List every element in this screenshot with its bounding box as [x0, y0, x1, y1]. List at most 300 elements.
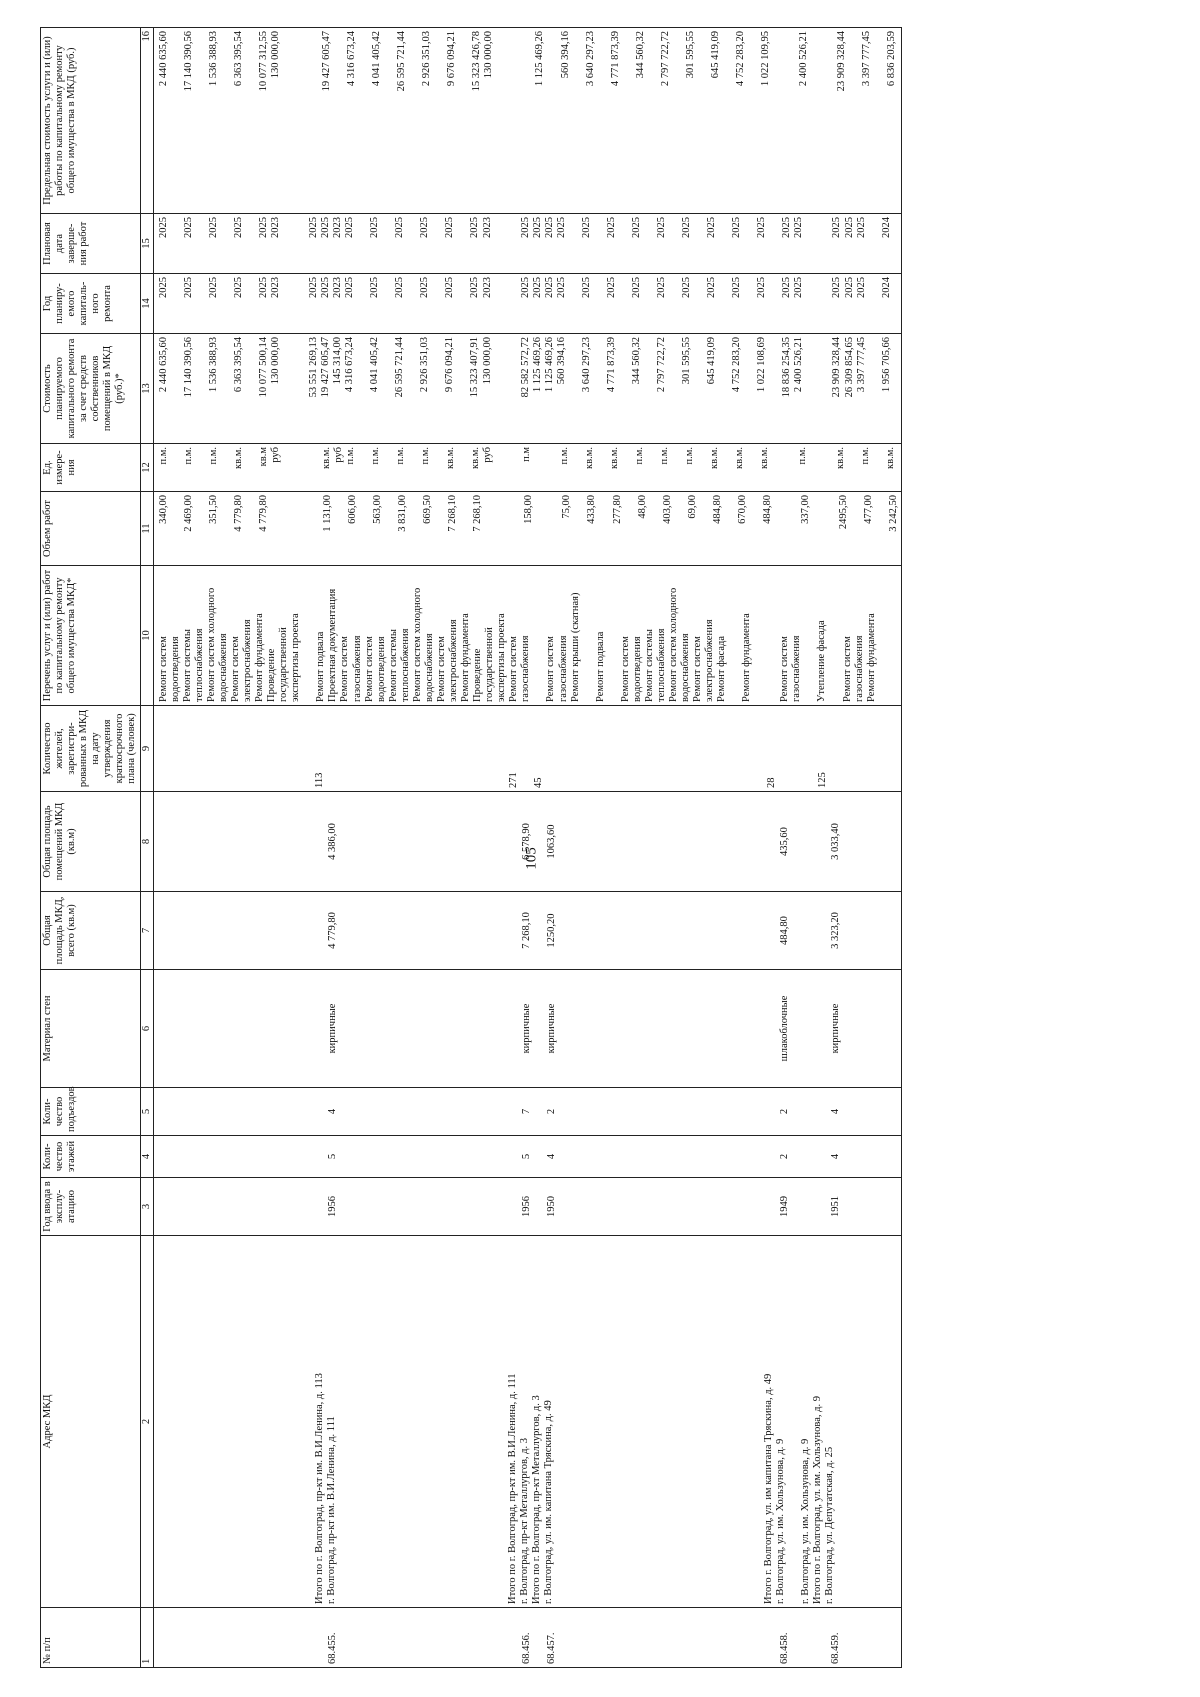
col-floors-line	[352, 1139, 365, 1174]
col-works-list-line: теплоснабжения	[399, 628, 411, 702]
col-address-line	[568, 1239, 581, 1604]
col-floors-line	[727, 1139, 740, 1174]
col-premises-area-line	[675, 795, 688, 888]
col-residents-line	[262, 709, 275, 788]
col-residents-line	[842, 709, 855, 788]
col-npp-line	[365, 1611, 378, 1664]
col-repair-year-line	[507, 277, 520, 330]
col-npp-line	[791, 1611, 804, 1664]
col-premises-area-line	[339, 795, 352, 888]
col-floors-line	[597, 1139, 610, 1174]
col-year-built-line	[417, 1181, 430, 1232]
col-unit-line: п.м.	[182, 447, 194, 465]
col-premises-area-line	[210, 795, 223, 888]
col-premises-area-line	[456, 795, 469, 888]
col-cost-line: 2 797 722,72	[656, 337, 667, 393]
col-completion-date-line	[295, 217, 308, 270]
col-total-area-line	[688, 895, 701, 966]
col-total-area-line	[649, 895, 662, 966]
col-year-built-line	[482, 1181, 495, 1232]
col-floors-line	[378, 1139, 391, 1174]
col-max-cost-line	[495, 31, 508, 210]
col-wall-material-line	[262, 973, 275, 1084]
col-repair-year-line: 2025	[257, 277, 269, 298]
col-unit-line: п.м.	[797, 447, 809, 465]
col-repair-year-line	[643, 277, 656, 330]
col-repair-year-line: 2025	[232, 277, 244, 298]
col-wall-material-line	[508, 973, 521, 1084]
header-cell: Коли-чество этажей	[41, 1136, 141, 1178]
col-max-cost-line	[358, 31, 371, 210]
col-unit-line	[295, 447, 308, 488]
header-cell: Общая площадь помещений МКД (кв.м)	[41, 792, 141, 892]
col-unit-line: кв.м.	[885, 447, 897, 469]
col-cost-line: 15 323 407,91	[469, 337, 481, 398]
col-total-area-line	[558, 895, 571, 966]
col-repair-year-line	[494, 277, 507, 330]
col-works-list-line: газоснабжения	[853, 635, 865, 702]
col-completion-date-line: 2025	[394, 217, 406, 238]
col-total-area-line	[391, 895, 404, 966]
col-year-built-line	[610, 1181, 623, 1232]
col-npp-line	[223, 1611, 236, 1664]
col-npp-line	[236, 1611, 249, 1664]
col-volume-line	[535, 495, 548, 562]
col-max-cost-line	[823, 31, 836, 210]
col-npp-line	[301, 1611, 314, 1664]
col-cost-line: 1 956 705,66	[880, 337, 892, 393]
col-residents-line	[378, 709, 391, 788]
col-unit-line: кв.м.	[232, 447, 244, 469]
col-max-cost-line	[521, 31, 534, 210]
col-total-area-line	[623, 895, 636, 966]
col-cost-line	[805, 337, 818, 440]
col-year-built-line	[597, 1181, 610, 1232]
header-cell: Предельная стоимость услуги и (или) работы по капитальному ремонту общего имущества в МКД (руб.)	[41, 28, 141, 214]
col-max-cost-line: 1 536 388,93	[207, 31, 219, 87]
col-residents-line	[636, 709, 649, 788]
col-npp-line	[714, 1611, 727, 1664]
col-floors-line	[469, 1139, 482, 1174]
col-npp-line: 68.459.	[829, 1632, 841, 1664]
col-total-area-line	[636, 895, 649, 966]
col-floors-line	[688, 1139, 701, 1174]
col-residents-line	[339, 709, 352, 788]
col-volume-line: 563,00	[372, 495, 383, 524]
col-wall-material-line: кирпичные	[545, 1003, 557, 1054]
col-entrances-line	[597, 1091, 610, 1132]
col-cost-line	[431, 337, 444, 440]
col-residents-line	[184, 709, 197, 788]
col-completion-date-line	[431, 217, 444, 270]
col-wall-material-line	[391, 973, 404, 1084]
col-repair-year-line: 2025	[731, 277, 743, 298]
col-max-cost-line	[245, 31, 258, 210]
col-works-list-line: водоотведения	[169, 636, 181, 702]
col-unit-line	[546, 447, 559, 488]
col-repair-year-line	[356, 277, 369, 330]
col-completion-date-line	[456, 217, 469, 270]
col-npp-line	[558, 1611, 571, 1664]
col-unit-line: п.м.	[207, 447, 219, 465]
col-entrances-line	[417, 1091, 430, 1132]
col-npp-line	[352, 1611, 365, 1664]
col-volume-line	[812, 495, 825, 562]
col-volume	[153, 492, 902, 566]
col-npp-line: 68.458.	[778, 1632, 790, 1664]
col-npp-line	[662, 1611, 675, 1664]
col-wall-material-line	[404, 973, 417, 1084]
col-premises-area-line	[417, 795, 430, 888]
col-residents-line	[688, 709, 701, 788]
col-works-list-line: электроснабжения	[704, 619, 716, 702]
col-entrances-line	[662, 1091, 675, 1132]
col-volume-line: 4 779,80	[257, 495, 269, 532]
col-floors-line	[740, 1139, 753, 1174]
col-max-cost-line: 344 560,32	[634, 31, 646, 79]
col-works-list-line: экспертизы проекта	[290, 613, 302, 702]
col-address-line	[494, 1239, 507, 1604]
col-npp-line	[443, 1611, 456, 1664]
rotated-table-container	[40, 28, 1170, 1668]
col-cost-line: 4 316 673,24	[344, 337, 356, 393]
col-floors-line	[623, 1139, 636, 1174]
header-cell: Стоимость планируемого капитального ремонта за счет средств собственников помещений в МКД (руб.)*	[41, 334, 141, 444]
col-address-line	[711, 1239, 724, 1604]
header-cell: № п/п	[41, 1608, 141, 1668]
col-completion-date-line: 2025	[843, 217, 855, 238]
col-entrances-line	[443, 1091, 456, 1132]
col-volume-line: 340,00	[157, 495, 169, 524]
col-repair-year-line: 2025	[469, 277, 481, 298]
col-npp-line	[158, 1611, 171, 1664]
col-premises-area-line	[766, 795, 779, 888]
header-row	[41, 28, 141, 1668]
col-volume-line: 3 242,50	[888, 495, 900, 532]
col-works-list-line: Ремонт фундамента	[254, 613, 266, 702]
col-completion-date-line	[818, 217, 831, 270]
col-address-line: Итого по г. Волгоград, пр-кт им. В.И.Ленина, д. 111	[506, 1373, 518, 1604]
col-residents-line	[443, 709, 456, 788]
col-unit-line	[809, 447, 822, 488]
col-works-list-line: Утепление фасада	[816, 620, 828, 702]
col-address-line	[685, 1239, 698, 1604]
col-completion-date-line	[618, 217, 631, 270]
col-unit-line: п.м.	[658, 447, 670, 465]
col-cost-line: 9 676 094,21	[444, 337, 456, 393]
col-completion-date-line: 2025	[232, 217, 244, 238]
col-cost-line: 19 427 605,47	[320, 337, 331, 398]
col-address-line	[594, 1239, 607, 1604]
col-works-list-line: Ремонт систем	[692, 636, 704, 702]
col-floors-line	[571, 1139, 584, 1174]
col-wall-material-line	[558, 973, 571, 1084]
col-completion-date-line: 2025	[580, 217, 592, 238]
col-npp-line	[275, 1611, 288, 1664]
col-max-cost-line: 2 440 635,60	[157, 31, 169, 87]
col-year-built-line: 1949	[778, 1196, 790, 1217]
col-entrances-line	[766, 1091, 779, 1132]
col-volume-line: 606,00	[346, 495, 358, 524]
col-volume-line: 669,50	[422, 495, 434, 524]
column-number: 9	[140, 706, 153, 792]
col-max-cost-line: 4 771 873,39	[609, 31, 621, 87]
col-floors-line: 5	[520, 1153, 532, 1160]
col-year-built-line	[662, 1181, 675, 1232]
col-premises-area-line	[275, 795, 288, 888]
col-completion-date-line: 2023	[332, 217, 344, 238]
col-wall-material-line	[727, 973, 740, 1084]
col-cost-line: 23 909 328,44	[831, 337, 843, 398]
col-floors-line	[817, 1139, 830, 1174]
col-volume-line	[195, 495, 208, 562]
col-premises-area-line	[597, 795, 610, 888]
col-works-list-line: водоснабжения	[680, 633, 691, 702]
col-cost-line	[170, 337, 183, 440]
column-number: 8	[140, 792, 153, 892]
col-wall-material-line	[210, 973, 223, 1084]
col-floors-line	[610, 1139, 623, 1174]
col-repair-year-line	[295, 277, 308, 330]
col-total-area-line	[495, 895, 508, 966]
col-premises-area-line	[714, 795, 727, 888]
col-residents-line	[275, 709, 288, 788]
col-npp-line	[482, 1611, 495, 1664]
col-premises-area-line	[571, 795, 584, 888]
col-unit-line: руб	[482, 447, 494, 463]
col-works-list-line: электроснабжения	[242, 619, 253, 702]
col-wall-material-line	[649, 973, 662, 1084]
col-address-line	[377, 1239, 390, 1604]
col-works-list-line: Ремонт систем холодного	[411, 587, 423, 702]
col-premises-area-line	[197, 795, 210, 888]
header-cell: Ед. измере-ния	[41, 444, 141, 492]
col-cost-line	[593, 337, 606, 440]
col-wall-material-line	[533, 973, 546, 1084]
col-cost-line	[406, 337, 419, 440]
col-premises-area-line: 3 033,40	[829, 823, 841, 860]
col-repair-year-line: 2025	[855, 277, 867, 298]
col-address-line	[607, 1239, 620, 1604]
col-wall-material-line	[675, 973, 688, 1084]
col-cost-line: 645 419,09	[706, 337, 718, 385]
col-residents-line	[288, 709, 301, 788]
col-address-line	[197, 1239, 210, 1604]
col-completion-date-line	[768, 217, 781, 270]
col-residents-line	[791, 709, 804, 788]
col-floors-line	[584, 1139, 597, 1174]
col-address-line	[659, 1239, 672, 1604]
col-floors-line	[495, 1139, 508, 1174]
col-npp-line	[753, 1611, 766, 1664]
col-address-line	[672, 1239, 685, 1604]
col-entrances-line	[571, 1091, 584, 1132]
col-cost-line: 1 536 388,93	[207, 337, 219, 393]
col-repair-year-line: 2025	[182, 277, 194, 298]
col-unit-line	[495, 447, 508, 488]
col-completion-date-line: 2025	[731, 217, 743, 238]
col-total-area	[153, 892, 902, 970]
col-wall-material-line	[804, 973, 817, 1084]
col-repair-year-line	[693, 277, 706, 330]
col-repair-year-line: 2025	[320, 277, 331, 298]
col-unit-line: кв.м.	[759, 447, 771, 469]
col-wall-material-line	[417, 973, 430, 1084]
col-entrances-line	[636, 1091, 649, 1132]
col-max-cost-line: 130 000,00	[483, 31, 495, 79]
col-total-area-line	[404, 895, 417, 966]
col-works-list-line: Ремонт фундамента	[460, 613, 472, 702]
col-premises-area-line	[662, 795, 675, 888]
col-cost-line	[868, 337, 881, 440]
col-total-area-line	[365, 895, 378, 966]
col-total-area-line	[766, 895, 779, 966]
col-address-line: г. Волгоград, ул. им. Хользунова, д. 9	[775, 1438, 786, 1604]
col-unit-line	[621, 447, 634, 488]
col-completion-date	[153, 214, 902, 274]
col-residents-line	[326, 709, 339, 788]
col-max-cost-line	[647, 31, 660, 210]
col-residents-line	[545, 709, 558, 788]
col-cost-line: 18 836 254,35	[781, 337, 793, 398]
col-max-cost-line	[170, 31, 183, 210]
col-total-area-line	[791, 895, 804, 966]
col-year-built-line	[236, 1181, 249, 1232]
col-works-list-line	[753, 569, 766, 702]
col-total-area-line	[262, 895, 275, 966]
col-cost-line: 53 551 269,13	[307, 337, 319, 398]
col-cost-line	[768, 337, 781, 440]
col-repair-year-line: 2025	[580, 277, 592, 298]
col-address-line	[633, 1239, 646, 1604]
col-repair-year-line: 2025	[843, 277, 855, 298]
col-unit-line	[822, 447, 835, 488]
col-volume-line: 69,00	[686, 495, 698, 519]
col-address-line	[581, 1239, 594, 1604]
col-volume-line	[245, 495, 258, 562]
col-npp-line	[184, 1611, 197, 1664]
col-works-list-line: Ремонт системы	[387, 629, 399, 702]
col-npp-line	[171, 1611, 184, 1664]
col-volume-line	[875, 495, 888, 562]
col-year-built-line	[210, 1181, 223, 1232]
col-repair-year-line: 2024	[880, 277, 892, 298]
col-unit-line: кв.м.	[470, 447, 482, 469]
col-wall-material-line	[636, 973, 649, 1084]
col-cost-line	[245, 337, 258, 440]
col-residents-line	[727, 709, 740, 788]
col-max-cost-line: 1 022 109,95	[760, 31, 771, 87]
col-year-built-line	[288, 1181, 301, 1232]
col-max-cost-line	[622, 31, 635, 210]
col-floors-line	[701, 1139, 714, 1174]
col-volume-line	[334, 495, 347, 562]
col-floors-line: 4	[829, 1153, 841, 1160]
column-number: 15	[140, 214, 153, 274]
col-volume-line: 2495,50	[838, 495, 849, 530]
col-cost-line: 145 314,00	[332, 337, 344, 385]
col-cost-line	[507, 337, 520, 440]
col-premises-area-line	[184, 795, 197, 888]
col-unit-line	[771, 447, 784, 488]
col-residents-line	[210, 709, 223, 788]
col-year-built-line	[842, 1181, 855, 1232]
col-cost-line: 4 752 283,20	[731, 337, 743, 393]
col-year-built-line: 1956	[326, 1196, 338, 1217]
col-completion-date-line: 2025	[706, 217, 718, 238]
col-cost-line: 26 595 721,44	[394, 337, 406, 398]
col-repair-year-line: 2025	[419, 277, 431, 298]
col-npp-line	[495, 1611, 508, 1664]
col-volume-line	[825, 495, 838, 562]
col-npp-line	[727, 1611, 740, 1664]
col-address-line: г. Волгоград, пр-кт им. В.И.Ленина, д. 111	[325, 1416, 337, 1604]
col-total-area-line	[197, 895, 210, 966]
col-premises-area-line	[817, 795, 830, 888]
col-wall-material-line: кирпичные	[326, 1003, 338, 1054]
col-repair-year-line	[170, 277, 183, 330]
col-volume-line	[296, 495, 309, 562]
col-wall-material-line	[817, 973, 830, 1084]
col-max-cost-line	[697, 31, 710, 210]
col-premises-area-line	[171, 795, 184, 888]
col-unit-line: кв.м	[257, 447, 269, 467]
col-volume-line: 277,80	[611, 495, 623, 524]
col-residents-line	[610, 709, 623, 788]
col-premises-area-line	[443, 795, 456, 888]
col-volume-line	[359, 495, 372, 562]
col-floors-line	[184, 1139, 197, 1174]
col-volume-line	[850, 495, 863, 562]
col-max-cost-line: 1 125 469,26	[534, 31, 546, 87]
col-premises-area-line	[236, 795, 249, 888]
col-volume-line	[497, 495, 510, 562]
col-entrances-line	[623, 1091, 636, 1132]
col-works-list-line: Проведение	[266, 648, 278, 702]
col-wall-material-line	[365, 973, 378, 1084]
col-repair-year-line: 2023	[332, 277, 344, 298]
column-number: 7	[140, 892, 153, 970]
col-volume-line: 433,80	[586, 495, 598, 524]
col-works-list-line: водоотведения	[631, 636, 643, 702]
col-total-area-line	[571, 895, 584, 966]
col-wall-material-line	[791, 973, 804, 1084]
col-volume-line	[674, 495, 687, 562]
col-volume-line	[510, 495, 523, 562]
col-total-area-line: 1250,20	[545, 913, 557, 948]
col-entrances-line	[817, 1091, 830, 1132]
col-wall-material-line	[352, 973, 365, 1084]
col-npp-line	[766, 1611, 779, 1664]
col-works-list-line	[582, 569, 595, 702]
col-unit-line: п.м	[520, 447, 532, 462]
page-number: 105	[523, 847, 540, 870]
header-cell: Перечень услуг и (или) работ по капитальному ремонту общего имущества МКД*	[41, 566, 141, 706]
col-works-list-line: теплоснабжения	[193, 628, 205, 702]
col-residents-line	[301, 709, 314, 788]
col-total-area-line: 7 268,10	[520, 912, 532, 949]
col-unit-line	[696, 447, 709, 488]
col-cost-line: 2 400 526,21	[793, 337, 805, 393]
col-completion-date-line	[507, 217, 520, 270]
col-floors-line	[636, 1139, 649, 1174]
col-max-cost-line: 6 836 203,59	[886, 31, 898, 87]
col-max-cost-line: 3 640 297,23	[584, 31, 596, 87]
column-number: 12	[140, 444, 153, 492]
col-entrances-line	[262, 1091, 275, 1132]
col-repair-year-line: 2025	[344, 277, 356, 298]
col-works-list-line: Ремонт систем	[435, 636, 447, 702]
